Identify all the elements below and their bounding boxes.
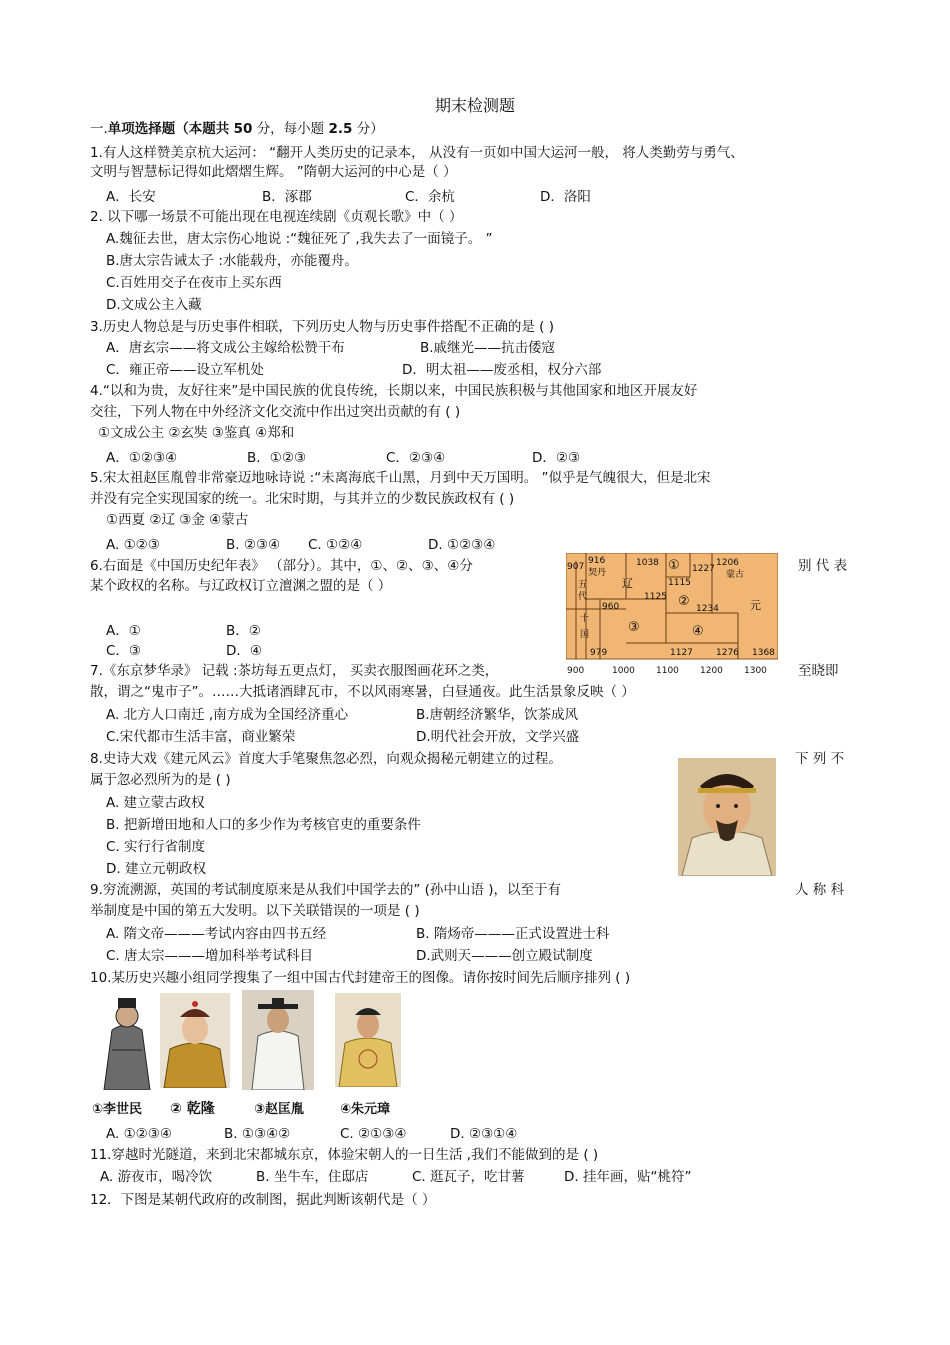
cell-text: 907	[567, 562, 585, 572]
q7-line1: 7.《东京梦华录》 记载 :茶坊每五更点灯， 买卖衣服图画花环之类，	[90, 663, 499, 679]
q2-option-a[interactable]: A.魏征去世，唐太宗伤心地说 :“魏征死了 ,我失去了一面镜子。 ”	[106, 231, 493, 247]
kublai-khan-portrait	[678, 758, 776, 876]
cell-text: 1115	[668, 578, 691, 588]
q3-option-a[interactable]: A．唐玄宗——将文成公主嫁给松赞干布	[106, 340, 345, 356]
q1-option-b[interactable]: B．涿郡	[262, 189, 312, 205]
q6-option-c[interactable]: C．③	[106, 643, 142, 659]
cell-text: 1038	[636, 558, 659, 568]
q6-line1: 6.右面是《中国历史纪年表》 （部分）。其中，①、②、③、④分	[90, 558, 473, 574]
cell-text: 960	[602, 602, 620, 612]
q1-option-a[interactable]: A．长安	[106, 189, 156, 205]
q9-option-c[interactable]: C. 唐太宗———增加科举考试科目	[106, 948, 314, 964]
q5-line1: 5.宋太祖赵匡胤曾非常豪迈地咏诗说 :“未离海底千山黑，月到中天万国明。 ”似乎是气魄很大，但是北宋	[90, 470, 711, 486]
cell-text: 蒙古	[726, 570, 745, 580]
cell-text: 元	[750, 599, 761, 612]
q6-line2: 某个政权的名称。与辽政权订立澶渊之盟的是（ ）	[90, 578, 392, 594]
cell-text: ④	[692, 624, 704, 639]
q11-option-a[interactable]: A. 游夜市，喝冷饮	[100, 1169, 213, 1185]
cell-text: 1227	[692, 564, 715, 574]
figure-robe	[164, 1043, 226, 1088]
figure-hat-knob	[192, 1001, 198, 1007]
q1-line2: 文明与智慧标记得如此熠熠生辉。 ”隋朝大运河的中心是（ ）	[90, 164, 457, 180]
q6-option-b[interactable]: B．②	[226, 623, 261, 639]
figure-head	[116, 1005, 138, 1027]
q10-option-a[interactable]: A. ①②③④	[106, 1126, 172, 1142]
figure-hat	[118, 998, 136, 1008]
q11-option-d[interactable]: D. 挂年画，贴“桃符”	[564, 1169, 692, 1185]
figure-face	[357, 1012, 379, 1038]
axis-tick-label: 1000	[612, 666, 635, 676]
q8-option-d[interactable]: D. 建立元朝政权	[106, 861, 206, 877]
q7-option-a[interactable]: A. 北方人口南迁 ,南方成为全国经济重心	[106, 707, 349, 723]
chronology-table-svg	[566, 553, 778, 681]
q5-option-d[interactable]: D. ①②③④	[428, 537, 496, 553]
axis-tick-label: 900	[567, 666, 585, 676]
figure-robe	[252, 1031, 304, 1090]
q9-option-d[interactable]: D.武则天———创立殿试制度	[416, 948, 593, 964]
cell-text: ①	[668, 558, 680, 573]
q11-option-c[interactable]: C. 逛瓦子，吃甘薯	[412, 1169, 525, 1185]
chronology-table	[566, 553, 778, 681]
q8-line2: 属于忽必烈所为的是 ( )	[90, 772, 231, 788]
caption-qianlong: ② 乾隆	[170, 1101, 215, 1117]
figure-robe	[104, 1025, 150, 1090]
q10-line1: 10.某历史兴趣小组同学搜集了一组中国古代封建帝王的图像。请你按时间先后顺序排列 ( )	[90, 970, 631, 986]
q11-line1: 11.穿越时光隧道，来到北宋都城东京，体验宋朝人的一日生活 ,我们不能做到的是 ( )	[90, 1147, 599, 1163]
q9-line1: 9.穷流溯源，英国的考试制度原来是从我们中国学去的” (孙中山语 )，以至于有	[90, 882, 561, 898]
cell-text: 916	[588, 556, 606, 566]
caption-zhu-yuanzhang: ④朱元璋	[340, 1102, 391, 1117]
q9-option-b[interactable]: B. 隋炀帝———正式设置进士科	[416, 926, 610, 942]
cell-text: 1234	[696, 604, 719, 614]
q10-option-b[interactable]: B. ①③④②	[224, 1126, 291, 1142]
q2-line1: 2. 以下哪一场景不可能出现在电视连续剧《贞观长歌》中（ ）	[90, 209, 463, 225]
cell-text: 代	[578, 592, 588, 602]
cell-text: 契丹	[588, 568, 607, 578]
cell-text: 1127	[670, 648, 693, 658]
cell-text: 1276	[716, 648, 739, 658]
q7-option-b[interactable]: B.唐朝经济繁华，饮茶成风	[416, 707, 579, 723]
q5-option-a[interactable]: A. ①②③	[106, 537, 160, 553]
q8-option-a[interactable]: A. 建立蒙古政权	[106, 795, 205, 811]
q3-option-c[interactable]: C．雍正帝——设立军机处	[106, 362, 264, 378]
q5-option-c[interactable]: C. ①②④	[308, 537, 363, 553]
cell-text: 辽	[622, 577, 633, 590]
figure-face	[267, 1007, 289, 1033]
q3-line1: 3.历史人物总是与历史事件相联，下列历史人物与历史事件搭配不正确的是 ( )	[90, 319, 554, 335]
q12-line1: 12．下图是某朝代政府的改制图，据此判断该朝代是（ ）	[90, 1192, 436, 1208]
q5-line2: 并没有完全实现国家的统一。北宋时期，与其并立的少数民族政权有 ( )	[90, 491, 515, 507]
cell-text: 1125	[644, 592, 667, 602]
q6-option-d[interactable]: D．④	[226, 643, 262, 659]
caption-li-shimin: ①李世民	[92, 1102, 143, 1117]
q7-line2: 散，谓之“鬼市子”。……大抵诸酒肆瓦市，不以风雨寒暑，白昼通夜。此生活景象反映（ ）	[90, 684, 635, 700]
q1-option-d[interactable]: D．洛阳	[540, 189, 591, 205]
q9-line1-end: 人 称 科	[795, 882, 845, 898]
q9-option-a[interactable]: A. 隋文帝———考试内容由四书五经	[106, 926, 327, 942]
portrait-eye	[734, 804, 738, 808]
cell-text: ②	[678, 594, 690, 609]
cell-text: 1206	[716, 558, 739, 568]
cell-text: 五	[578, 580, 588, 590]
emperor-image-li-shimin	[92, 990, 162, 1105]
q1-line1: 1.有人这样赞美京杭大运河： “翻开人类历史的记录本， 从没有一页如中国大运河一般， 将人类勤劳与勇气、	[90, 145, 744, 161]
q4-option-c[interactable]: C．②③④	[386, 450, 446, 466]
q3-option-d[interactable]: D．明太祖——废丞相，权分六部	[402, 362, 602, 378]
q6-line1-end: 别 代 表	[798, 558, 848, 574]
cell-text: 十	[580, 614, 590, 624]
emperor-image-qianlong	[160, 993, 230, 1108]
q8-option-b[interactable]: B. 把新增田地和人口的多少作为考核官吏的重要条件	[106, 817, 421, 833]
q1-option-c[interactable]: C．余杭	[405, 189, 455, 205]
q4-option-b[interactable]: B．①②③	[247, 450, 307, 466]
emperor-image-zhao-kuangyin	[242, 990, 312, 1105]
q2-option-b[interactable]: B.唐太宗告诫太子 :水能载舟，亦能覆舟。	[106, 253, 358, 269]
portrait-hat-band	[698, 788, 756, 793]
q11-option-b[interactable]: B. 坐牛车，住邸店	[256, 1169, 369, 1185]
page-title: 期末检测题	[434, 96, 515, 115]
q4-option-a[interactable]: A．①②③④	[106, 450, 178, 466]
q4-line2: 交往，下列人物在中外经济文化交流中作出过突出贡献的有 ( )	[90, 404, 461, 420]
q4-option-d[interactable]: D．②③	[532, 450, 581, 466]
q2-option-d[interactable]: D.文成公主入藏	[106, 297, 202, 313]
section-heading: 一.单项选择题（本题共 50 分，每小题 2.5 分）	[90, 121, 384, 137]
q5-items: ①西夏 ②辽 ③金 ④蒙古	[106, 512, 249, 528]
q4-line1: 4.“以和为贵，友好往来”是中国民族的优良传统，长期以来，中国民族积极与其他国家和地区开展友好	[90, 383, 698, 399]
emperor-image-zhu-yuanzhang	[335, 993, 405, 1108]
portrait-eye	[716, 804, 720, 808]
q5-option-b[interactable]: B. ②③④	[226, 537, 281, 553]
axis-tick-label: 1200	[700, 666, 723, 676]
q8-line1-end: 下 列 不	[795, 751, 845, 767]
figure-robe	[339, 1038, 397, 1087]
q7-option-c[interactable]: C.宋代都市生活丰富，商业繁荣	[106, 729, 296, 745]
q9-line2: 举制度是中国的第五大发明。以下关联错误的一项是 ( )	[90, 903, 420, 919]
figure-face	[182, 1014, 208, 1044]
q6-option-a[interactable]: A．①	[106, 623, 141, 639]
axis-tick-label: 1300	[744, 666, 767, 676]
q8-line1: 8.史诗大戏《建元风云》首度大手笔聚焦忽必烈，向观众揭秘元朝建立的过程。	[90, 751, 562, 767]
cell-text: 国	[580, 630, 590, 640]
q7-line1-end: 至晓即	[798, 663, 839, 679]
q10-option-d[interactable]: D. ②③①④	[450, 1126, 518, 1142]
q8-option-c[interactable]: C. 实行行省制度	[106, 839, 206, 855]
cell-text: 1368	[752, 648, 775, 658]
q7-option-d[interactable]: D.明代社会开放，文学兴盛	[416, 729, 580, 745]
q2-option-c[interactable]: C.百姓用交子在夜市上买东西	[106, 275, 282, 291]
cell-text: ③	[628, 620, 640, 635]
cell-text: 979	[590, 648, 608, 658]
caption-zhao-kuangyin: ③赵匡胤	[254, 1102, 305, 1117]
q3-option-b[interactable]: B.戚继光——抗击倭寇	[420, 340, 556, 356]
axis-tick-label: 1100	[656, 666, 679, 676]
q10-option-c[interactable]: C. ②①③④	[340, 1126, 407, 1142]
q4-items: ①文成公主 ②玄奘 ③鉴真 ④郑和	[98, 425, 295, 441]
figure-hat-top	[272, 998, 284, 1008]
